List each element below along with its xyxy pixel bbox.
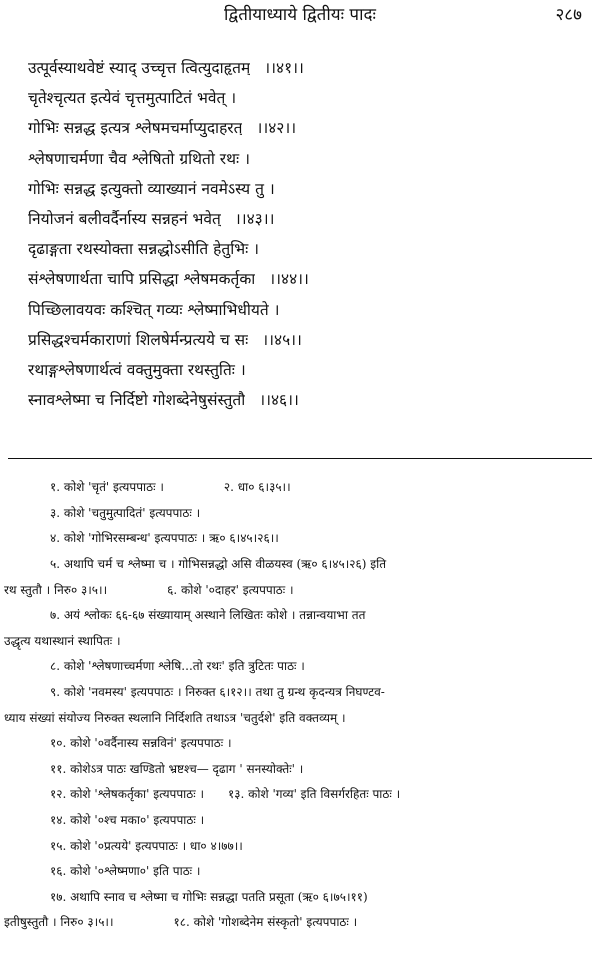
verse-text: दृढाङ्गता रथस्योक्ता सन्नद्धोऽसीति हेतुभिः । bbox=[28, 240, 260, 259]
footnote-line bbox=[0, 807, 600, 833]
verse-number: ।।४४।। bbox=[269, 270, 309, 289]
footnote-line bbox=[0, 551, 600, 577]
footnote-text: ११. कोशेऽत्र पाठः खण्डितो भ्रष्टश्च— दृढाग ' सनस्योक्तेः' । bbox=[50, 761, 304, 776]
verse-line bbox=[28, 263, 584, 293]
footnote-text: २. धा० ६।३५।। bbox=[223, 480, 291, 495]
footnote-text: १३. कोशे 'गव्य' इति विसर्गरहितः पाठः । bbox=[228, 787, 401, 802]
footnote-line bbox=[0, 628, 600, 654]
verse-text: प्रसिद्धश्चर्मकाराणां शिलषेर्मन्प्रत्यये च सः bbox=[28, 330, 249, 349]
footnote-line bbox=[0, 704, 600, 730]
footnote-text: ५. अथापि चर्म च श्लेष्मा च । गोभिसन्नद्धो असि वीळयस्व (ऋ० ६।४५।२६) इति bbox=[50, 557, 387, 572]
footnote-text: उद्धृत्य यथास्थानं स्थापितः । bbox=[4, 633, 121, 648]
footnote-text: ९. कोशे 'नवमस्य' इत्यपपाठः । निरुक्त ६।१२।। तथा तु ग्रन्थ कृदन्यत्र निघण्टव- bbox=[50, 685, 385, 700]
footnote-text: ४. कोशे 'गोभिरसम्बन्ध' इत्यपपाठः । ऋ० ६।४५।२६।। bbox=[50, 531, 279, 546]
verse-number: ।।४६।। bbox=[259, 391, 299, 410]
verse-number: ।।४१।। bbox=[264, 59, 304, 78]
footnote-line bbox=[0, 653, 600, 679]
verse-text: उत्पूर्वस्याथवेष्टं स्याद् उच्चृत्त त्वित्युदाहृतम् bbox=[28, 59, 251, 78]
verse-text: श्लेषणाचर्मणा चैव श्लेषितो ग्रथितो रथः । bbox=[28, 149, 250, 168]
footnote-text: १८. कोशे 'गोशब्देनेम संस्कृतो' इत्यपपाठः । bbox=[173, 915, 358, 930]
verse-line bbox=[28, 203, 584, 233]
verse-line bbox=[28, 384, 584, 414]
footnote-line bbox=[0, 781, 600, 807]
footnote-line bbox=[0, 679, 600, 705]
footnote-line bbox=[0, 474, 600, 500]
verse-text: संश्लेषणार्थता चापि प्रसिद्धा श्लेषमकर्तृका bbox=[28, 270, 256, 289]
verse-line bbox=[28, 173, 584, 203]
verse-text: गोभिः सन्नद्ध इत्युक्तो व्याख्यानं नवमेऽस्य तु । bbox=[28, 179, 275, 198]
footnote-text: ८. कोशे 'श्लेषणाच्चर्मणा श्लेषि...तो रथः' इति त्रुटितः पाठः । bbox=[50, 659, 305, 674]
verse-text: नियोजनं बलीवर्दैर्नास्य सन्नहनं भवेत् bbox=[28, 210, 221, 229]
verse-line bbox=[28, 112, 584, 142]
verse-line bbox=[28, 52, 584, 82]
footnote-text: १४. कोशे '०श्च मका०' इत्यपपाठः । bbox=[50, 813, 205, 828]
footnote-text: ३. कोशे 'चतुमुत्पादितं' इत्यपपाठः । bbox=[50, 505, 201, 520]
footnote-text: १५. कोशे '०प्रत्यये' इत्यपपाठः । धा० ४।७७।। bbox=[50, 838, 243, 853]
verse-text: रथाङ्गश्लेषणार्थत्वं वक्तुमुक्ता रथस्तुतिः । bbox=[28, 360, 246, 379]
footnote-text: १६. कोशे '०श्लेष्मणा०' इति पाठः । bbox=[50, 864, 201, 879]
verse-line bbox=[28, 233, 584, 263]
verse-block bbox=[28, 52, 584, 414]
verse-number: ।।४५।। bbox=[262, 330, 302, 349]
footnote-line bbox=[0, 602, 600, 628]
footnotes-block bbox=[0, 474, 600, 935]
page-header bbox=[0, 2, 600, 28]
footnote-text: १२. कोशे 'श्लेषकर्तृका' इत्यपपाठः । bbox=[50, 787, 205, 802]
footnote-line bbox=[0, 756, 600, 782]
verse-line bbox=[28, 82, 584, 112]
footnote-text: १०. कोशे '०वर्दैनास्य सन्नविनं' इत्यपपाठः । bbox=[50, 736, 232, 751]
footnote-line bbox=[0, 525, 600, 551]
verse-line bbox=[28, 324, 584, 354]
footnote-text: १. कोशे 'चृतं' इत्यपपाठः । bbox=[50, 480, 164, 495]
footnote-line bbox=[0, 884, 600, 910]
footnote-text: १७. अथापि स्नाव च श्लेष्मा च गोभिः सन्नद्धा पतति प्रसूता (ऋ० ६।७५।११) bbox=[50, 889, 368, 904]
verse-text: स्नावश्लेष्मा च निर्दिष्टो गोशब्देनेषुसंस्तुतौ bbox=[28, 391, 246, 410]
footnote-line bbox=[0, 909, 600, 935]
footnote-line bbox=[0, 858, 600, 884]
verse-text: गोभिः सन्नद्ध इत्यत्र श्लेषमचर्माप्युदाहरत् bbox=[28, 119, 243, 138]
chapter-title: द्वितीयाध्याये द्वितीयः पादः bbox=[224, 5, 376, 25]
footnote-text: इतीषुस्तुतौ । निरु० ३।५।। bbox=[4, 915, 114, 930]
footnote-line bbox=[0, 730, 600, 756]
footnote-line bbox=[0, 500, 600, 526]
footnote-text: रथ स्तुतौ । निरु० ३।५।। bbox=[4, 582, 108, 597]
page-number: २८७ bbox=[555, 5, 582, 25]
verse-number: ।।४२।। bbox=[256, 119, 297, 138]
footnote-text: ७. अयं श्लोकः ६६-६७ संख्यायाम् अस्थाने लिखितः कोशे । तन्नान्वयाभा तत bbox=[50, 608, 366, 623]
footnote-divider bbox=[8, 458, 592, 459]
footnote-line bbox=[0, 576, 600, 602]
footnote-text: ६. कोशे '०दाहर' इत्यपपाठः । bbox=[167, 582, 294, 597]
footnote-line bbox=[0, 832, 600, 858]
verse-line bbox=[28, 143, 584, 173]
verse-text: चृतेश्चृत्यत इत्येवं चृत्तमुत्पाटितं भवेत् । bbox=[28, 89, 237, 108]
verse-line bbox=[28, 354, 584, 384]
verse-text: पिच्छिलावयवः कश्चित् गव्यः श्लेष्माभिधीयते । bbox=[28, 300, 280, 319]
verse-line bbox=[28, 294, 584, 324]
verse-number: ।।४३।। bbox=[234, 210, 275, 229]
footnote-text: ध्याय संख्यां संयोज्य निरुक्त स्थलानि निर्दिशति तथाऽत्र 'चतुर्दशे' इति वक्तव्यम् । bbox=[4, 710, 346, 725]
